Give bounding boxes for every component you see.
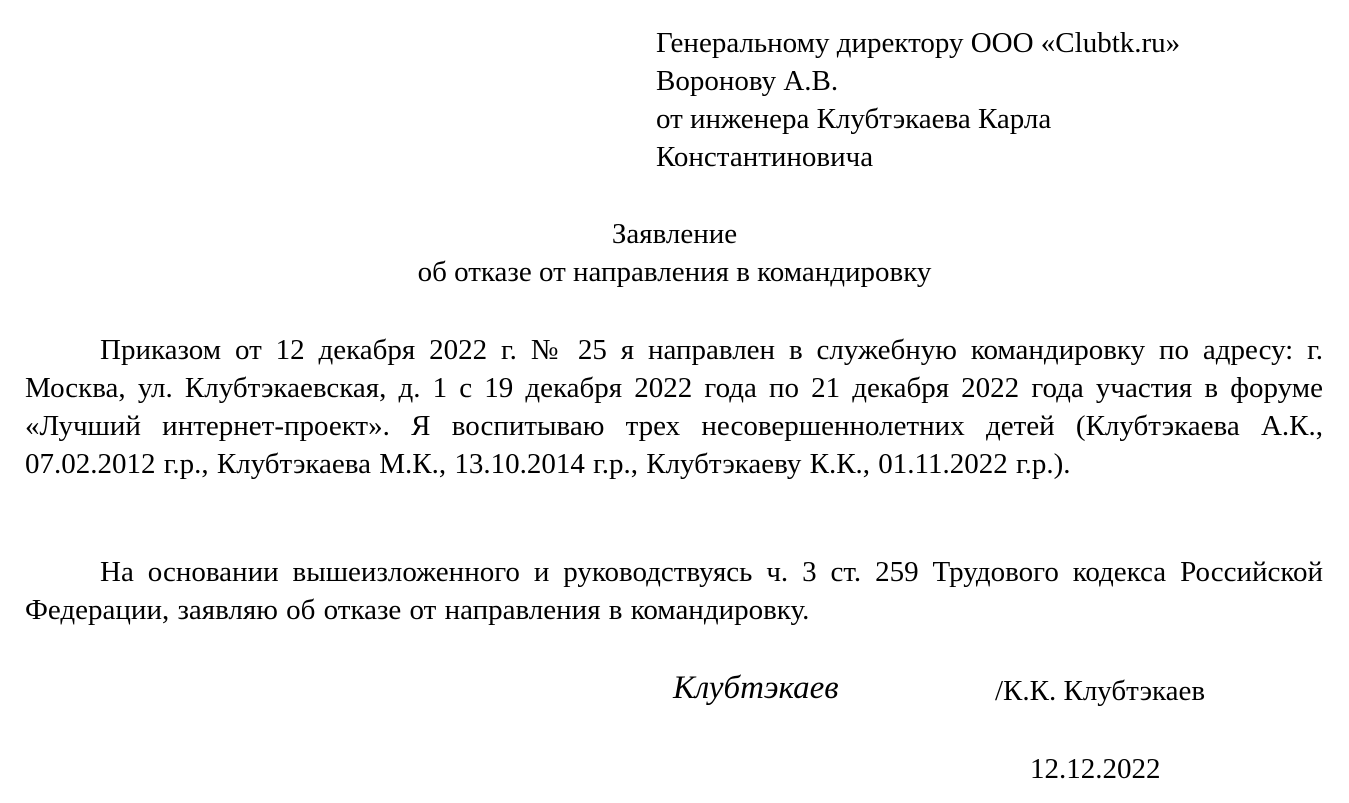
body-paragraph-1: Приказом от 12 декабря 2022 г. № 25 я направлен в служебную командировку по адресу: г. Москва, ул. Клубтэкаевская, д. 1 с 19 декабря 2022 года по 21 декабря 2022 года участия в форуме «Лучший интернет-проект». Я воспитываю трех несовершеннолетних детей (Клубтэкаева А.К., 07.02.2012 г.р., Клубтэкаева М.К., 13.10.2014 г.р., Клубтэкаеву К.К., 01.11.2022 г.р.).	[25, 334, 1323, 480]
document-date: 12.12.2022	[1030, 753, 1161, 785]
body-paragraph-2: На основании вышеизложенного и руководствуясь ч. 3 ст. 259 Трудового кодекса Российской Федерации, заявляю об отказе от направления в командировку.	[25, 556, 1323, 626]
handwritten-signature: Клубтэкаев	[673, 670, 839, 706]
addressee-line-patronymic: Константиновича	[656, 141, 874, 173]
document-title	[0, 215, 1349, 291]
document-heading: Заявление	[611, 218, 738, 250]
addressee-block	[656, 24, 1336, 176]
document-subheading: об отказе от направления в командировку	[417, 256, 932, 288]
addressee-line-name: Воронову А.В.	[656, 65, 839, 97]
addressee-line-from: от инженера Клубтэкаева Карла	[656, 103, 1052, 135]
addressee-line-position: Генеральному директору ООО «Clubtk.ru»	[656, 27, 1181, 59]
signer-name: /К.К. Клубтэкаев	[995, 675, 1206, 707]
